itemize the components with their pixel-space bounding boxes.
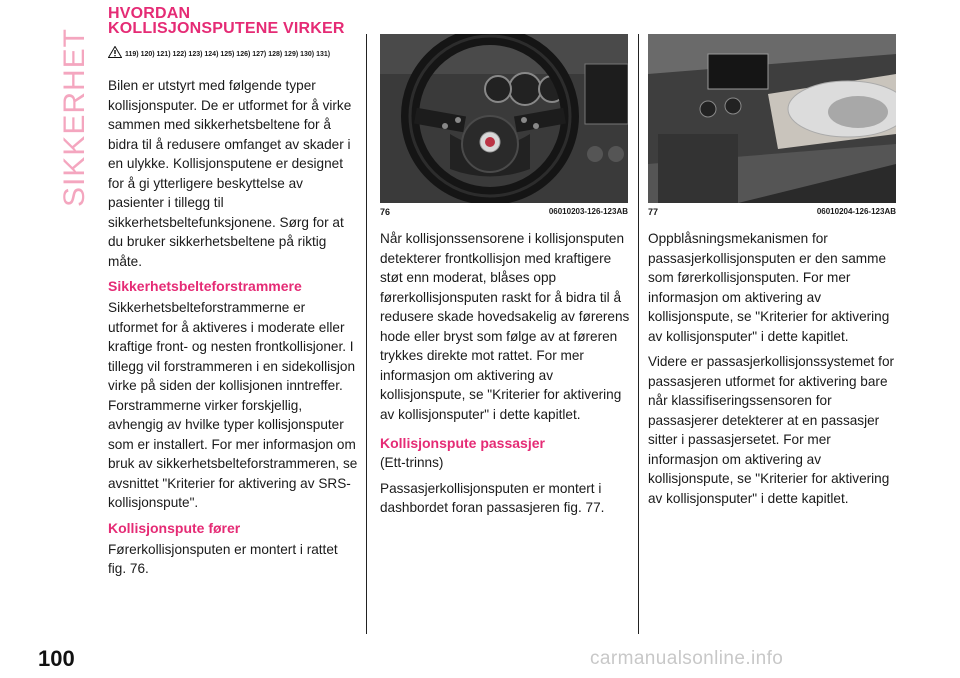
column-1 — [108, 6, 358, 585]
column-divider — [638, 34, 639, 634]
driver-airbag-activation-paragraph: Når kollisjonssensorene i kollisjonsputen detekterer frontkollisjon med kraftigere støt enn moderat, blåses opp førerkollisjonsputen raskt for å bidra til å redusere skade hovedsakelig av førerens hode eller bryst som følge av at føreren trykkes direkte mot rattet. For mer informasjon om aktivering av kollisjonspute, se "Kriterier for aktivering av kollisjonsputer" i dette kapitlet. — [380, 231, 630, 422]
subheading-pretensioners: Sikkerhetsbelteforstrammere — [108, 278, 302, 294]
inflation-mechanism-paragraph: Oppblåsningsmekanismen for passasjerkollisjonsputen er den samme som førerkollisjonsputen. For mer informasjon om aktivering av kollisjonspute, se "Kriterier for aktivering av kollisjonsputer" i dette kapitlet. — [648, 231, 890, 344]
watermark: carmanualsonline.info — [590, 648, 784, 669]
subheading-passenger-airbag: Kollisjonspute passasjer — [380, 435, 545, 451]
figure-passenger-dashboard — [648, 34, 896, 203]
subheading-driver-airbag: Kollisjonspute fører — [108, 519, 241, 536]
warning-triangle-icon — [108, 46, 122, 58]
column-2 — [380, 34, 630, 524]
figure-steering-wheel — [380, 34, 628, 203]
reference-list: 119) 120) 121) 122) 123) 124) 125) 126) 127) 128) 129) 130) 131) — [125, 51, 331, 58]
passenger-airbag-paragraph: Passasjerkollisjonsputen er montert i dashbordet foran passasjeren fig. 77. — [380, 480, 605, 515]
figure-caption-76 — [380, 207, 628, 217]
steering-wheel-illustration — [380, 34, 628, 203]
figure-code: 06010203-126-123AB — [548, 207, 628, 216]
column-divider — [366, 34, 367, 634]
figure-number: 76 — [380, 207, 391, 217]
figure-code: 06010204-126-123AB — [816, 207, 896, 216]
page-number: 100 — [38, 646, 75, 671]
pretensioners-paragraph: Sikkerhetsbelteforstrammerne er utformet for å aktiveres i moderate eller kraftige front- og nesten frontkollisjoner. I tillegg vil forstrammeren i en sidekollisjon virke på siden der kollisjonen inntreffer. Forstrammerne virker forskjellig, avhengig av hvilke typer kollisjonsputer som er installert. For mer informasjon om bruk av sikkerhetsbelteforstrammeren, se avsnittet "Kriterier for aktivering av SRS-kollisjonspute". — [108, 300, 358, 510]
passenger-airbag-note: (Ett-trinns) — [380, 455, 444, 470]
dashboard-illustration — [648, 34, 896, 203]
warning-references — [108, 46, 358, 62]
driver-airbag-paragraph: Førerkollisjonsputen er montert i rattet fig. 76. — [108, 541, 338, 576]
figure-caption-77 — [648, 207, 896, 217]
figure-number: 77 — [648, 207, 659, 217]
intro-paragraph: Bilen er utstyrt med følgende typer kollisjonsputer. De er utformet for å virke sammen med sikkerhetsbeltene for å bidra til å redusere omfanget av skader i en ulykke. Kollisjonsputene er designet for å gi ytterligere beskyttelse av pasienter i tillegg til sikkerhetsbeltefunksjonene. Sørg for at du bruker sikkerhetsbeltene på riktig måte. — [108, 78, 352, 269]
section-heading: HVORDAN KOLLISJONSPUTENE VIRKER — [108, 5, 345, 37]
passenger-classification-paragraph: Videre er passasjerkollisjonssystemet for passasjeren utformet for aktivering bare når klassifiseringssensoren for passasjerer detekterer at en passasjer sitter i passasjersetet. For mer informasjon om aktivering av kollisjonspute, se "Kriterier for aktivering av kollisjonsputer" i dette kapitlet. — [648, 354, 895, 506]
column-3 — [648, 34, 900, 514]
section-tab: SIKKERHET — [58, 28, 91, 208]
